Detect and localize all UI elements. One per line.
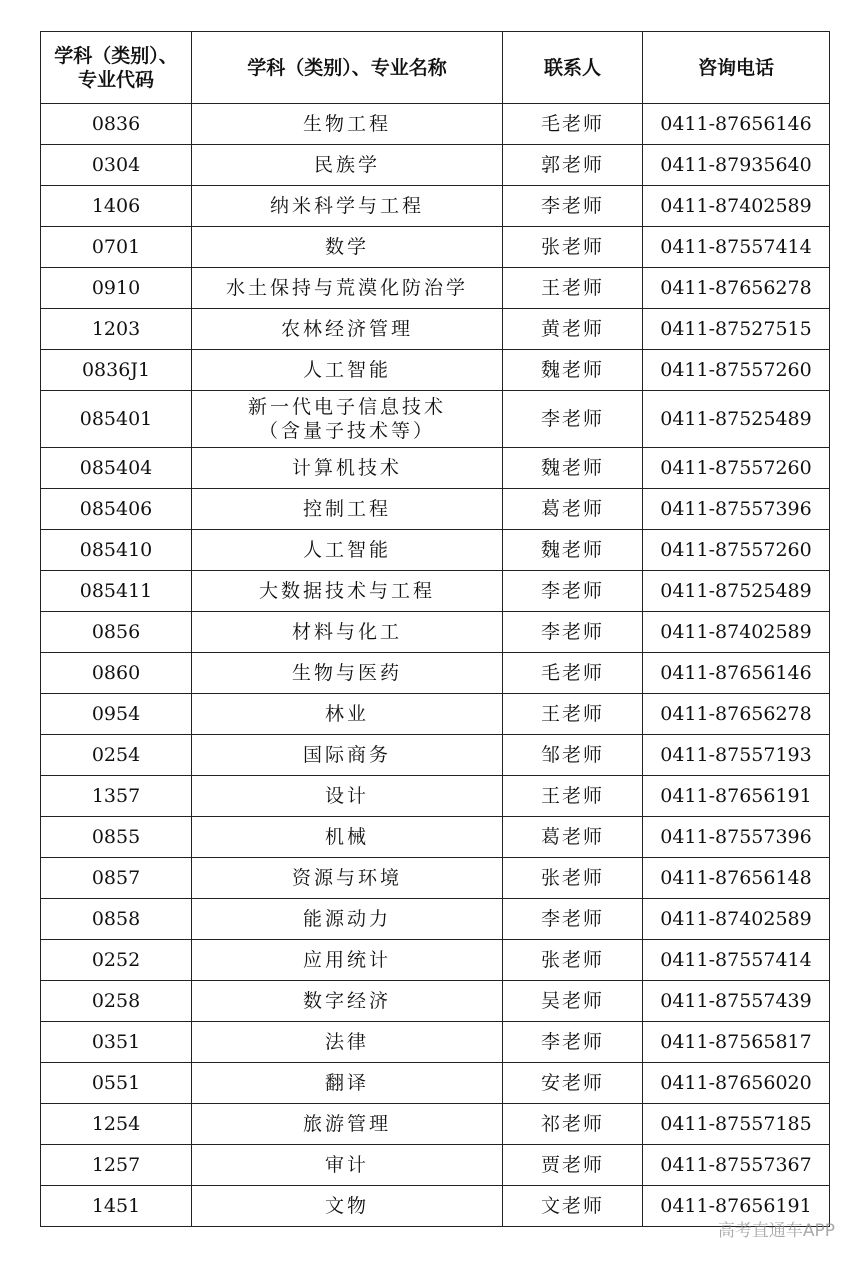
cell-code: 0254 (41, 735, 192, 776)
cell-phone: 0411-87402589 (643, 899, 830, 940)
cell-name: 生物工程 (192, 104, 503, 145)
cell-name: 审计 (192, 1145, 503, 1186)
cell-contact: 魏老师 (503, 350, 643, 391)
cell-contact: 王老师 (503, 776, 643, 817)
cell-code: 1257 (41, 1145, 192, 1186)
cell-phone: 0411-87557260 (643, 448, 830, 489)
cell-phone: 0411-87656191 (643, 776, 830, 817)
cell-name: 应用统计 (192, 940, 503, 981)
cell-name: 材料与化工 (192, 612, 503, 653)
cell-code: 085406 (41, 489, 192, 530)
cell-contact: 李老师 (503, 391, 643, 448)
table-row (41, 1104, 830, 1145)
cell-code: 0701 (41, 227, 192, 268)
table-row (41, 145, 830, 186)
cell-name: 数字经济 (192, 981, 503, 1022)
cell-phone: 0411-87557185 (643, 1104, 830, 1145)
cell-phone: 0411-87525489 (643, 391, 830, 448)
table-row (41, 530, 830, 571)
cell-phone: 0411-87656148 (643, 858, 830, 899)
cell-code: 0258 (41, 981, 192, 1022)
cell-name: 能源动力 (192, 899, 503, 940)
cell-phone: 0411-87527515 (643, 309, 830, 350)
cell-contact: 李老师 (503, 186, 643, 227)
table-row (41, 268, 830, 309)
header-name: 学科（类别）、专业名称 (192, 32, 503, 104)
table-row (41, 571, 830, 612)
cell-contact: 贾老师 (503, 1145, 643, 1186)
cell-code: 1357 (41, 776, 192, 817)
cell-name: 生物与医药 (192, 653, 503, 694)
table-row (41, 309, 830, 350)
cell-phone: 0411-87557260 (643, 350, 830, 391)
cell-contact: 李老师 (503, 899, 643, 940)
cell-code: 0856 (41, 612, 192, 653)
cell-contact: 张老师 (503, 858, 643, 899)
cell-phone: 0411-87402589 (643, 612, 830, 653)
table-row (41, 186, 830, 227)
cell-name: 大数据技术与工程 (192, 571, 503, 612)
cell-contact: 邹老师 (503, 735, 643, 776)
cell-name: 法律 (192, 1022, 503, 1063)
table-row (41, 1022, 830, 1063)
cell-code: 085411 (41, 571, 192, 612)
header-code-line1: 学科（类别）、 (54, 44, 178, 67)
cell-contact: 李老师 (503, 1022, 643, 1063)
cell-contact: 李老师 (503, 571, 643, 612)
cell-code: 085410 (41, 530, 192, 571)
cell-name: 控制工程 (192, 489, 503, 530)
cell-code: 0252 (41, 940, 192, 981)
header-phone: 咨询电话 (643, 32, 830, 104)
cell-contact: 魏老师 (503, 530, 643, 571)
cell-name: 资源与环境 (192, 858, 503, 899)
watermark: 高考直通车APP (717, 1221, 835, 1241)
cell-phone: 0411-87557414 (643, 940, 830, 981)
cell-name: 农林经济管理 (192, 309, 503, 350)
cell-name: 民族学 (192, 145, 503, 186)
table-row (41, 612, 830, 653)
cell-code: 0304 (41, 145, 192, 186)
cell-code: 1203 (41, 309, 192, 350)
contact-table (40, 31, 830, 1227)
cell-contact: 毛老师 (503, 653, 643, 694)
cell-contact: 黄老师 (503, 309, 643, 350)
cell-contact: 文老师 (503, 1186, 643, 1227)
cell-name (192, 391, 503, 448)
table-row (41, 899, 830, 940)
cell-name: 纳米科学与工程 (192, 186, 503, 227)
cell-contact: 张老师 (503, 227, 643, 268)
table-row (41, 104, 830, 145)
cell-phone: 0411-87656146 (643, 104, 830, 145)
table-row (41, 694, 830, 735)
table-row (41, 350, 830, 391)
cell-code: 0351 (41, 1022, 192, 1063)
table-row (41, 817, 830, 858)
table-body (41, 104, 830, 1227)
cell-contact: 葛老师 (503, 817, 643, 858)
cell-code: 0836 (41, 104, 192, 145)
cell-name: 翻译 (192, 1063, 503, 1104)
cell-code: 085401 (41, 391, 192, 448)
cell-phone: 0411-87557396 (643, 817, 830, 858)
cell-contact: 祁老师 (503, 1104, 643, 1145)
cell-name: 数学 (192, 227, 503, 268)
cell-phone: 0411-87402589 (643, 186, 830, 227)
cell-code: 1451 (41, 1186, 192, 1227)
header-code (41, 32, 192, 104)
header-code-line2: 专业代码 (77, 68, 154, 91)
cell-phone: 0411-87557367 (643, 1145, 830, 1186)
cell-code: 1254 (41, 1104, 192, 1145)
cell-code: 1406 (41, 186, 192, 227)
cell-code: 0855 (41, 817, 192, 858)
cell-phone: 0411-87557260 (643, 530, 830, 571)
cell-phone: 0411-87656146 (643, 653, 830, 694)
table-row (41, 448, 830, 489)
cell-code: 085404 (41, 448, 192, 489)
cell-name: 机械 (192, 817, 503, 858)
cell-name: 水土保持与荒漠化防治学 (192, 268, 503, 309)
cell-contact: 张老师 (503, 940, 643, 981)
cell-phone: 0411-87935640 (643, 145, 830, 186)
cell-phone: 0411-87656020 (643, 1063, 830, 1104)
table-row (41, 981, 830, 1022)
cell-name: 国际商务 (192, 735, 503, 776)
cell-phone: 0411-87656191 (643, 1186, 830, 1227)
cell-name-line1: 新一代电子信息技术 (247, 396, 446, 418)
cell-code: 0860 (41, 653, 192, 694)
table-row (41, 1186, 830, 1227)
cell-contact: 安老师 (503, 1063, 643, 1104)
cell-phone: 0411-87656278 (643, 268, 830, 309)
table-row (41, 1063, 830, 1104)
cell-name: 文物 (192, 1186, 503, 1227)
cell-phone: 0411-87557193 (643, 735, 830, 776)
cell-phone: 0411-87557414 (643, 227, 830, 268)
table-row (41, 227, 830, 268)
cell-contact: 魏老师 (503, 448, 643, 489)
table-row (41, 735, 830, 776)
cell-code: 0836J1 (41, 350, 192, 391)
table-row (41, 776, 830, 817)
table-row (41, 391, 830, 448)
header-contact: 联系人 (503, 32, 643, 104)
cell-contact: 葛老师 (503, 489, 643, 530)
cell-code: 0954 (41, 694, 192, 735)
cell-name: 设计 (192, 776, 503, 817)
cell-contact: 毛老师 (503, 104, 643, 145)
cell-phone: 0411-87557439 (643, 981, 830, 1022)
cell-phone: 0411-87656278 (643, 694, 830, 735)
cell-name-line2: （含量子技术等） (258, 420, 435, 442)
cell-name: 人工智能 (192, 350, 503, 391)
cell-phone: 0411-87565817 (643, 1022, 830, 1063)
cell-name: 林业 (192, 694, 503, 735)
cell-name: 计算机技术 (192, 448, 503, 489)
cell-contact: 李老师 (503, 612, 643, 653)
cell-contact: 王老师 (503, 694, 643, 735)
table-row (41, 940, 830, 981)
cell-code: 0858 (41, 899, 192, 940)
cell-code: 0857 (41, 858, 192, 899)
cell-name: 人工智能 (192, 530, 503, 571)
table-row (41, 1145, 830, 1186)
cell-phone: 0411-87525489 (643, 571, 830, 612)
cell-contact: 吴老师 (503, 981, 643, 1022)
cell-code: 0910 (41, 268, 192, 309)
cell-contact: 王老师 (503, 268, 643, 309)
cell-code: 0551 (41, 1063, 192, 1104)
cell-contact: 郭老师 (503, 145, 643, 186)
table-row (41, 489, 830, 530)
table-row (41, 858, 830, 899)
cell-phone: 0411-87557396 (643, 489, 830, 530)
cell-name: 旅游管理 (192, 1104, 503, 1145)
table-row (41, 653, 830, 694)
table-header-row (41, 32, 830, 104)
